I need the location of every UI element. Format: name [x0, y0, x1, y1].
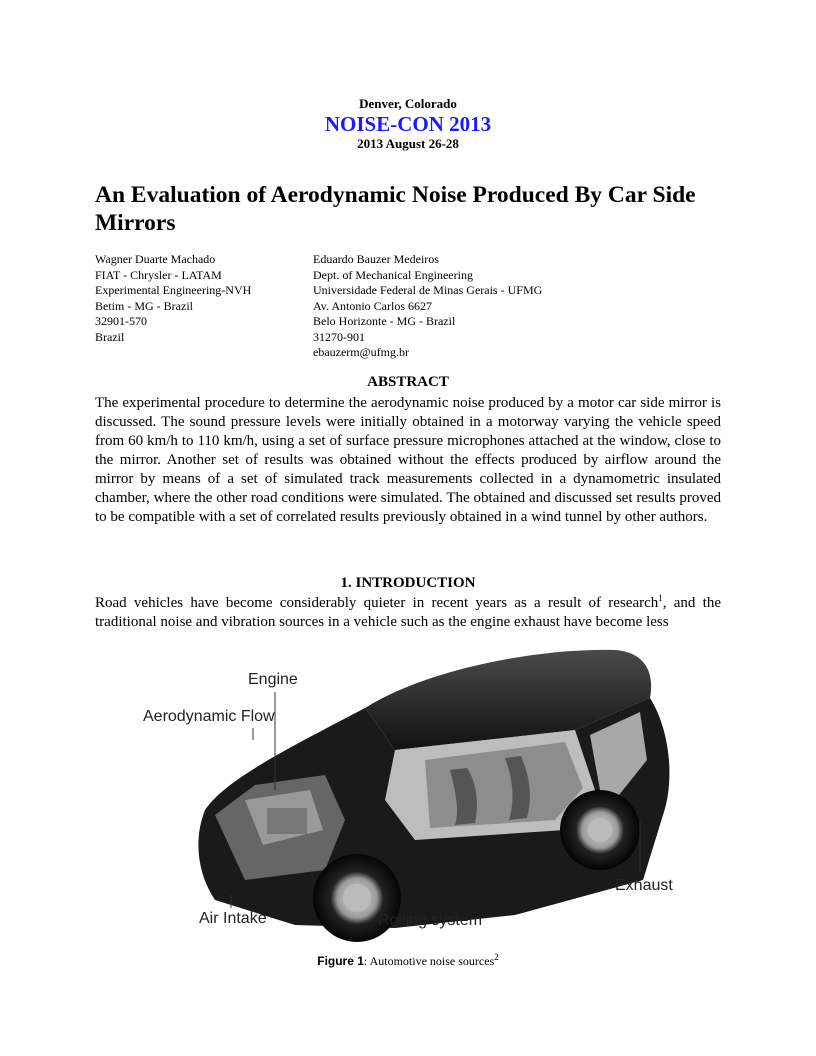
author-2-name: Eduardo Bauzer Medeiros [313, 252, 439, 266]
figure-caption-text: : Automotive noise sources [363, 954, 495, 968]
rolling-system-label: Rolling system [378, 912, 483, 929]
figure-caption [0, 954, 816, 969]
author-2-postcode: 31270-901 [313, 329, 365, 344]
engine-label: Engine [248, 671, 298, 688]
author-1-city: Betim - MG - Brazil [95, 298, 193, 313]
conference-location: Denver, Colorado [359, 96, 457, 111]
author-1-name: Wagner Duarte Machado [95, 252, 216, 266]
author-1-postcode: 32901-570 [95, 314, 147, 328]
author-1-department: Experimental Engineering-NVH [95, 283, 252, 297]
author-1-affiliation: FIAT - Chrysler - LATAM [95, 267, 222, 282]
author-2-street: Av. Antonio Carlos 6627 [313, 298, 432, 313]
conference-name: NOISE-CON 2013 [324, 112, 492, 136]
paper-title: An Evaluation of Aerodynamic Noise Produced By Car Side Mirrors [95, 182, 696, 236]
figure-1 [95, 640, 721, 950]
author-2-university: Universidade Federal de Minas Gerais - UFMG [313, 283, 543, 297]
abstract-text: The experimental procedure to determine the aerodynamic noise produced by a motor car side mirror is discussed. The sound pressure levels were initially obtained in a motorway varying the vehicle speed from 60 km/h to 110 km/h, using a set of surface pressure microphones attached at the window, close to the mirror. Another set of results was obtained without the effects produced by airflow around the mirror by means of a set of simulated track measurements collected in a dynamometric insulated chamber, where the other road conditions were simulated. The obtained and discussed set results proved to be compatible with a set of correlated results previously obtained in a wind tunnel by other authors. [95, 395, 721, 525]
author-block-2 [313, 252, 633, 361]
intro-text-part-1: Road vehicles have become considerably quieter in recent years as a result of research [95, 595, 659, 611]
abstract-heading: ABSTRACT [367, 374, 449, 390]
car-cutaway-illustration [95, 640, 721, 950]
figure-label: Figure 1 [317, 954, 364, 968]
reference-1: 1 [658, 593, 663, 603]
author-2-email: ebauzerm@ufmg.br [313, 345, 410, 359]
exhaust-label: Exhaust [615, 877, 673, 894]
author-2-department: Dept. of Mechanical Engineering [313, 267, 473, 282]
reference-2: 2 [494, 952, 499, 962]
author-1-country: Brazil [95, 329, 125, 344]
introduction-heading: 1. INTRODUCTION [340, 575, 476, 591]
introduction-text [95, 594, 721, 632]
aerodynamic-flow-label: Aerodynamic Flow [143, 708, 275, 725]
author-block-1 [95, 252, 295, 345]
air-intake-label: Air Intake [199, 910, 267, 927]
intro-text-part-2: , and the traditional noise and vibration sources in a vehicle such as the engine exhaust have become less [95, 595, 722, 630]
conference-date: 2013 August 26-28 [357, 136, 459, 151]
author-2-city: Belo Horizonte - MG - Brazil [313, 314, 456, 328]
